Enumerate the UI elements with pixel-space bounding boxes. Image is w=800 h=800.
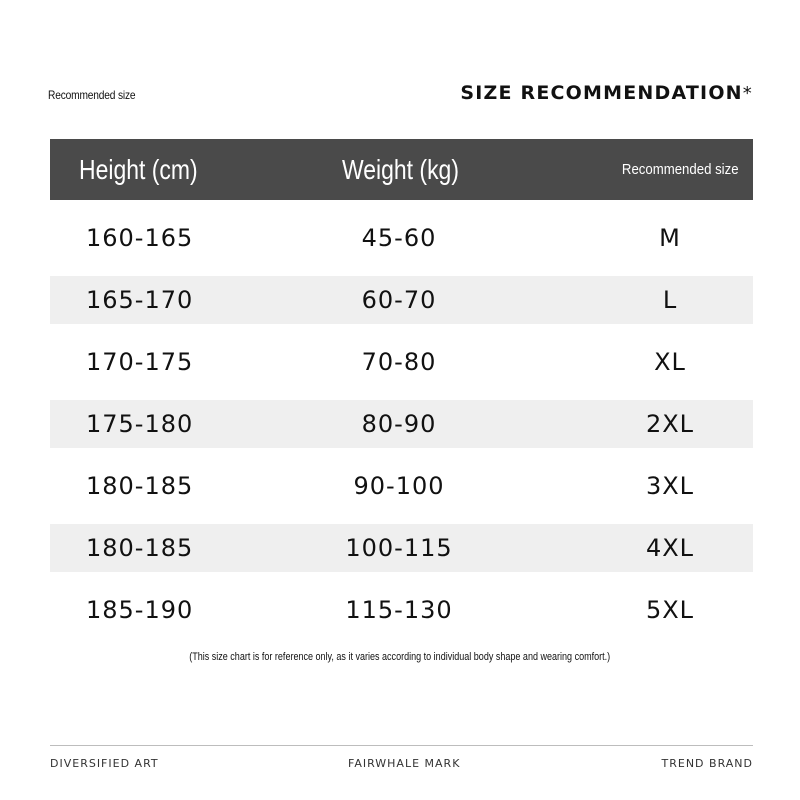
cell-size: 2XL <box>645 410 695 438</box>
column-header-height: Height (cm) <box>79 154 198 185</box>
table-row <box>50 338 753 386</box>
title-asterisk: * <box>742 83 753 104</box>
table-row <box>50 524 753 572</box>
footer-center-text: FAIRWHALE MARK <box>348 757 461 770</box>
subtitle: Recommended size <box>48 88 136 102</box>
footer-right-text: TREND BRAND <box>661 757 753 770</box>
cell-size: 4XL <box>645 534 695 562</box>
table-row <box>50 214 753 262</box>
cell-weight: 70-80 <box>361 348 437 376</box>
cell-weight: 45-60 <box>361 224 437 252</box>
cell-weight: 80-90 <box>361 410 437 438</box>
cell-size: M <box>659 224 681 252</box>
cell-height: 170-175 <box>86 348 194 376</box>
cell-height: 165-170 <box>86 286 194 314</box>
cell-size: XL <box>654 348 686 376</box>
cell-size: 3XL <box>645 472 695 500</box>
cell-size: L <box>662 286 678 314</box>
disclaimer-text: (This size chart is for reference only, as it varies according to individual body shape and wearing comfort.) <box>189 651 611 663</box>
table-row <box>50 400 753 448</box>
size-table <box>50 139 753 634</box>
table-row <box>50 276 753 324</box>
cell-height: 180-185 <box>86 534 194 562</box>
table-row <box>50 586 753 634</box>
cell-height: 160-165 <box>86 224 194 252</box>
cell-height: 180-185 <box>86 472 194 500</box>
footer-left-text: DIVERSIFIED ART <box>50 757 159 770</box>
cell-height: 185-190 <box>86 596 194 624</box>
cell-weight: 60-70 <box>361 286 437 314</box>
cell-weight: 100-115 <box>345 534 453 562</box>
cell-height: 175-180 <box>86 410 194 438</box>
cell-weight: 90-100 <box>353 472 445 500</box>
table-body <box>50 214 753 634</box>
table-header <box>50 139 753 200</box>
table-row <box>50 462 753 510</box>
disclaimer-note <box>0 651 800 663</box>
column-header-weight: Weight (kg) <box>342 154 459 185</box>
column-header-size: Recommended size <box>622 161 739 178</box>
page-title <box>460 82 753 104</box>
cell-size: 5XL <box>645 596 695 624</box>
footer-divider <box>50 745 753 746</box>
cell-weight: 115-130 <box>345 596 453 624</box>
title-text: SIZE RECOMMENDATION <box>460 82 743 104</box>
